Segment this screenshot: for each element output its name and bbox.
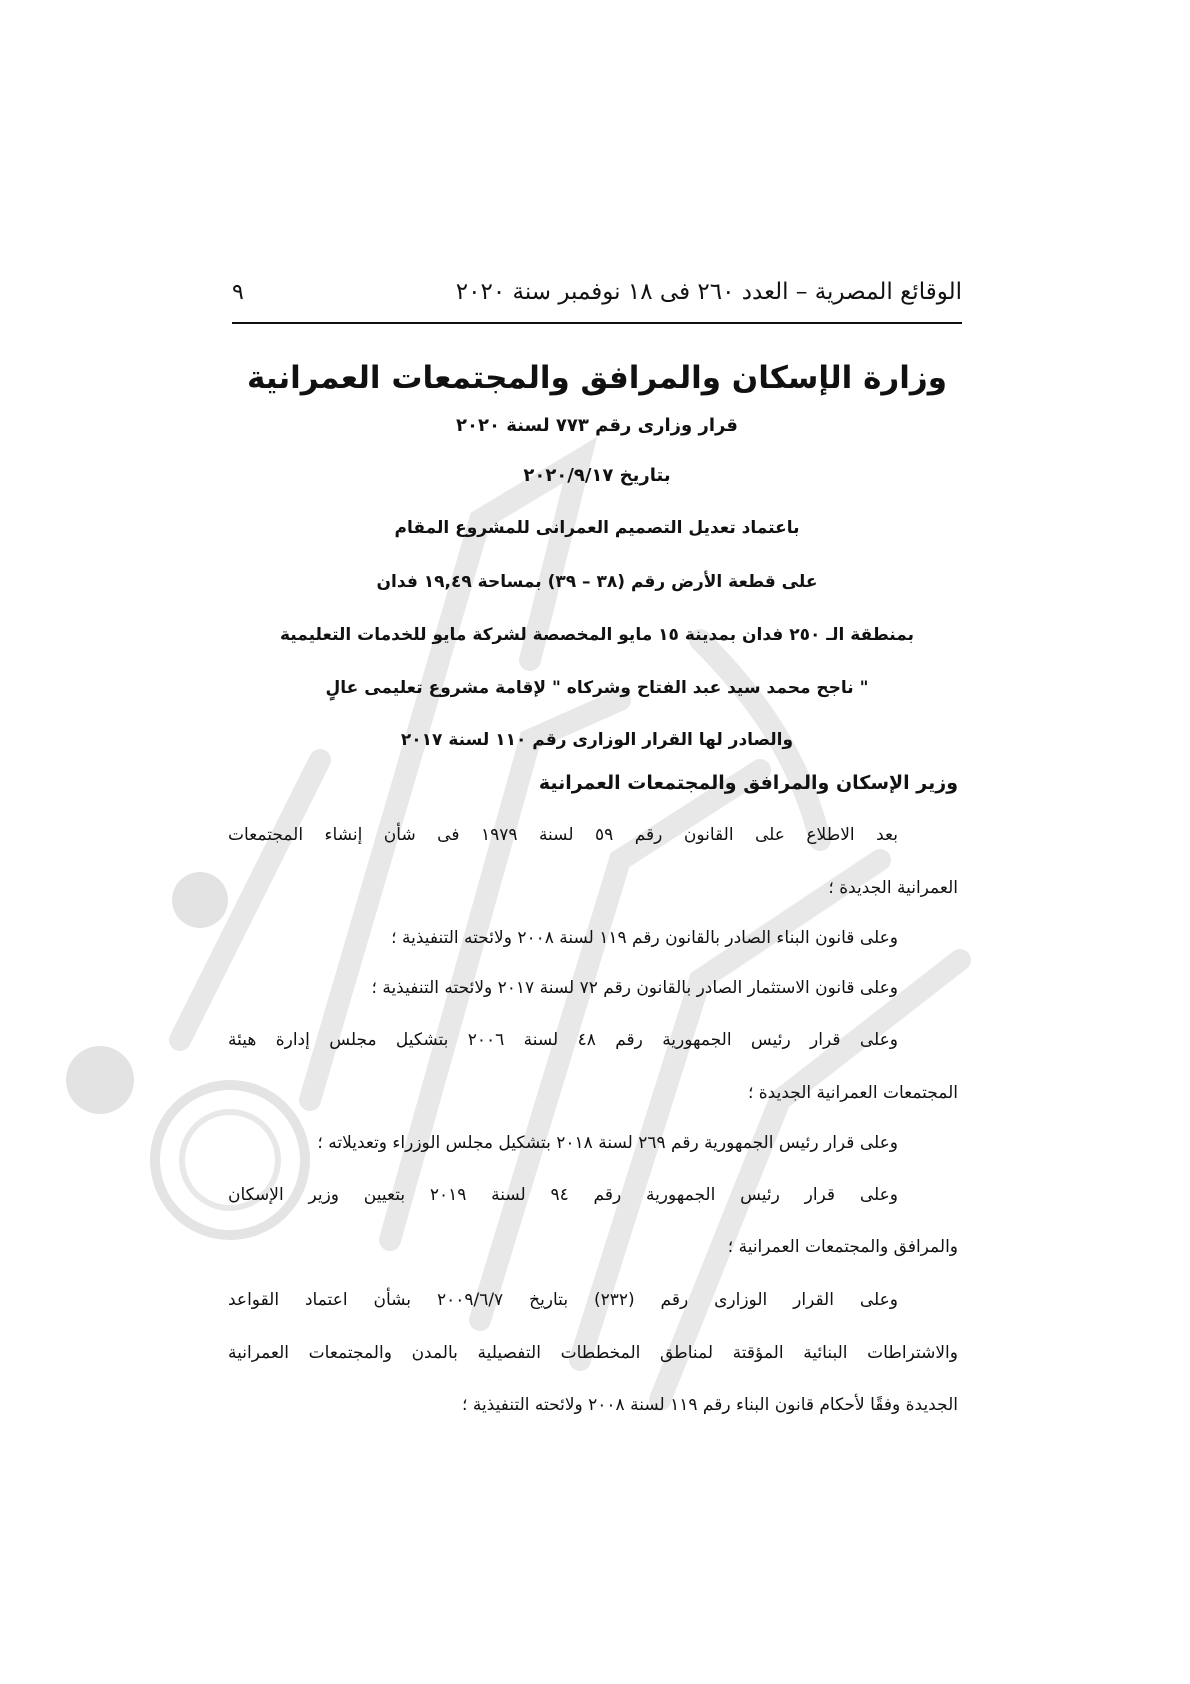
header-divider — [232, 322, 962, 324]
preamble-line: والمرافق والمجتمعات العمرانية ؛ — [727, 1237, 958, 1257]
preamble-line: الجديدة وفقًا لأحكام قانون البناء رقم ١١٩ لسنة ٢٠٠٨ ولائحته التنفيذية ؛ — [462, 1395, 958, 1415]
preamble-line: وعلى قرار رئيس الجمهورية رقم ٤٨ لسنة ٢٠٠٦ بتشكيل مجلس إدارة هيئة — [228, 1030, 898, 1050]
preamble-line: وعلى القرار الوزارى رقم (٢٣٢) بتاريخ ٢٠٠٩/٦/٧ بشأن اعتماد القواعد — [228, 1290, 899, 1310]
minister-title: وزير الإسكان والمرافق والمجتمعات العمرانية — [538, 772, 958, 794]
page-number: ٩ — [232, 279, 244, 305]
decree-subject-line: بمنطقة الـ ٢٥٠ فدان بمدينة ١٥ مايو المخصصة لشركة مايو للخدمات التعليمية — [279, 625, 915, 645]
decree-number: قرار وزارى رقم ٧٧٣ لسنة ٢٠٢٠ — [456, 415, 738, 436]
preamble-line: وعلى قانون البناء الصادر بالقانون رقم ١١٩ لسنة ٢٠٠٨ ولائحته التنفيذية ؛ — [391, 928, 898, 948]
preamble-line: بعد الاطلاع على القانون رقم ٥٩ لسنة ١٩٧٩ فى شأن إنشاء المجتمعات — [228, 825, 898, 845]
preamble-line: والاشتراطات البنائية المؤقتة لمناطق المخططات التفصيلية بالمدن والمجتمعات العمرانية — [228, 1343, 958, 1363]
preamble-line: العمرانية الجديدة ؛ — [828, 878, 958, 898]
decree-date: بتاريخ ٢٠٢٠/٩/١٧ — [523, 465, 671, 486]
decree-subject-line: والصادر لها القرار الوزارى رقم ١١٠ لسنة ٢٠١٧ — [400, 730, 794, 750]
decree-subject-line: " ناجح محمد سيد عبد الفتاح وشركاه " لإقامة مشروع تعليمى عالٍ — [325, 678, 869, 698]
gazette-header — [232, 272, 962, 312]
preamble-line: المجتمعات العمرانية الجديدة ؛ — [747, 1083, 958, 1103]
decree-subject-line: على قطعة الأرض رقم (٣٨ – ٣٩) بمساحة ١٩,٤٩ فدان — [376, 572, 818, 592]
header-title: الوقائع المصرية – العدد ٢٦٠ فى ١٨ نوفمبر سنة ٢٠٢٠ — [455, 279, 962, 305]
decree-subject-line: باعتماد تعديل التصميم العمرانى للمشروع المقام — [394, 518, 800, 538]
preamble-line: وعلى قرار رئيس الجمهورية رقم ٢٦٩ لسنة ٢٠١٨ بتشكيل مجلس الوزراء وتعديلاته ؛ — [317, 1133, 898, 1153]
ministry-title: وزارة الإسكان والمرافق والمجتمعات العمرانية — [247, 360, 947, 396]
preamble-line: وعلى قانون الاستثمار الصادر بالقانون رقم ٧٢ لسنة ٢٠١٧ ولائحته التنفيذية ؛ — [371, 978, 898, 998]
preamble-line: وعلى قرار رئيس الجمهورية رقم ٩٤ لسنة ٢٠١٩ بتعيين وزير الإسكان — [228, 1185, 898, 1205]
